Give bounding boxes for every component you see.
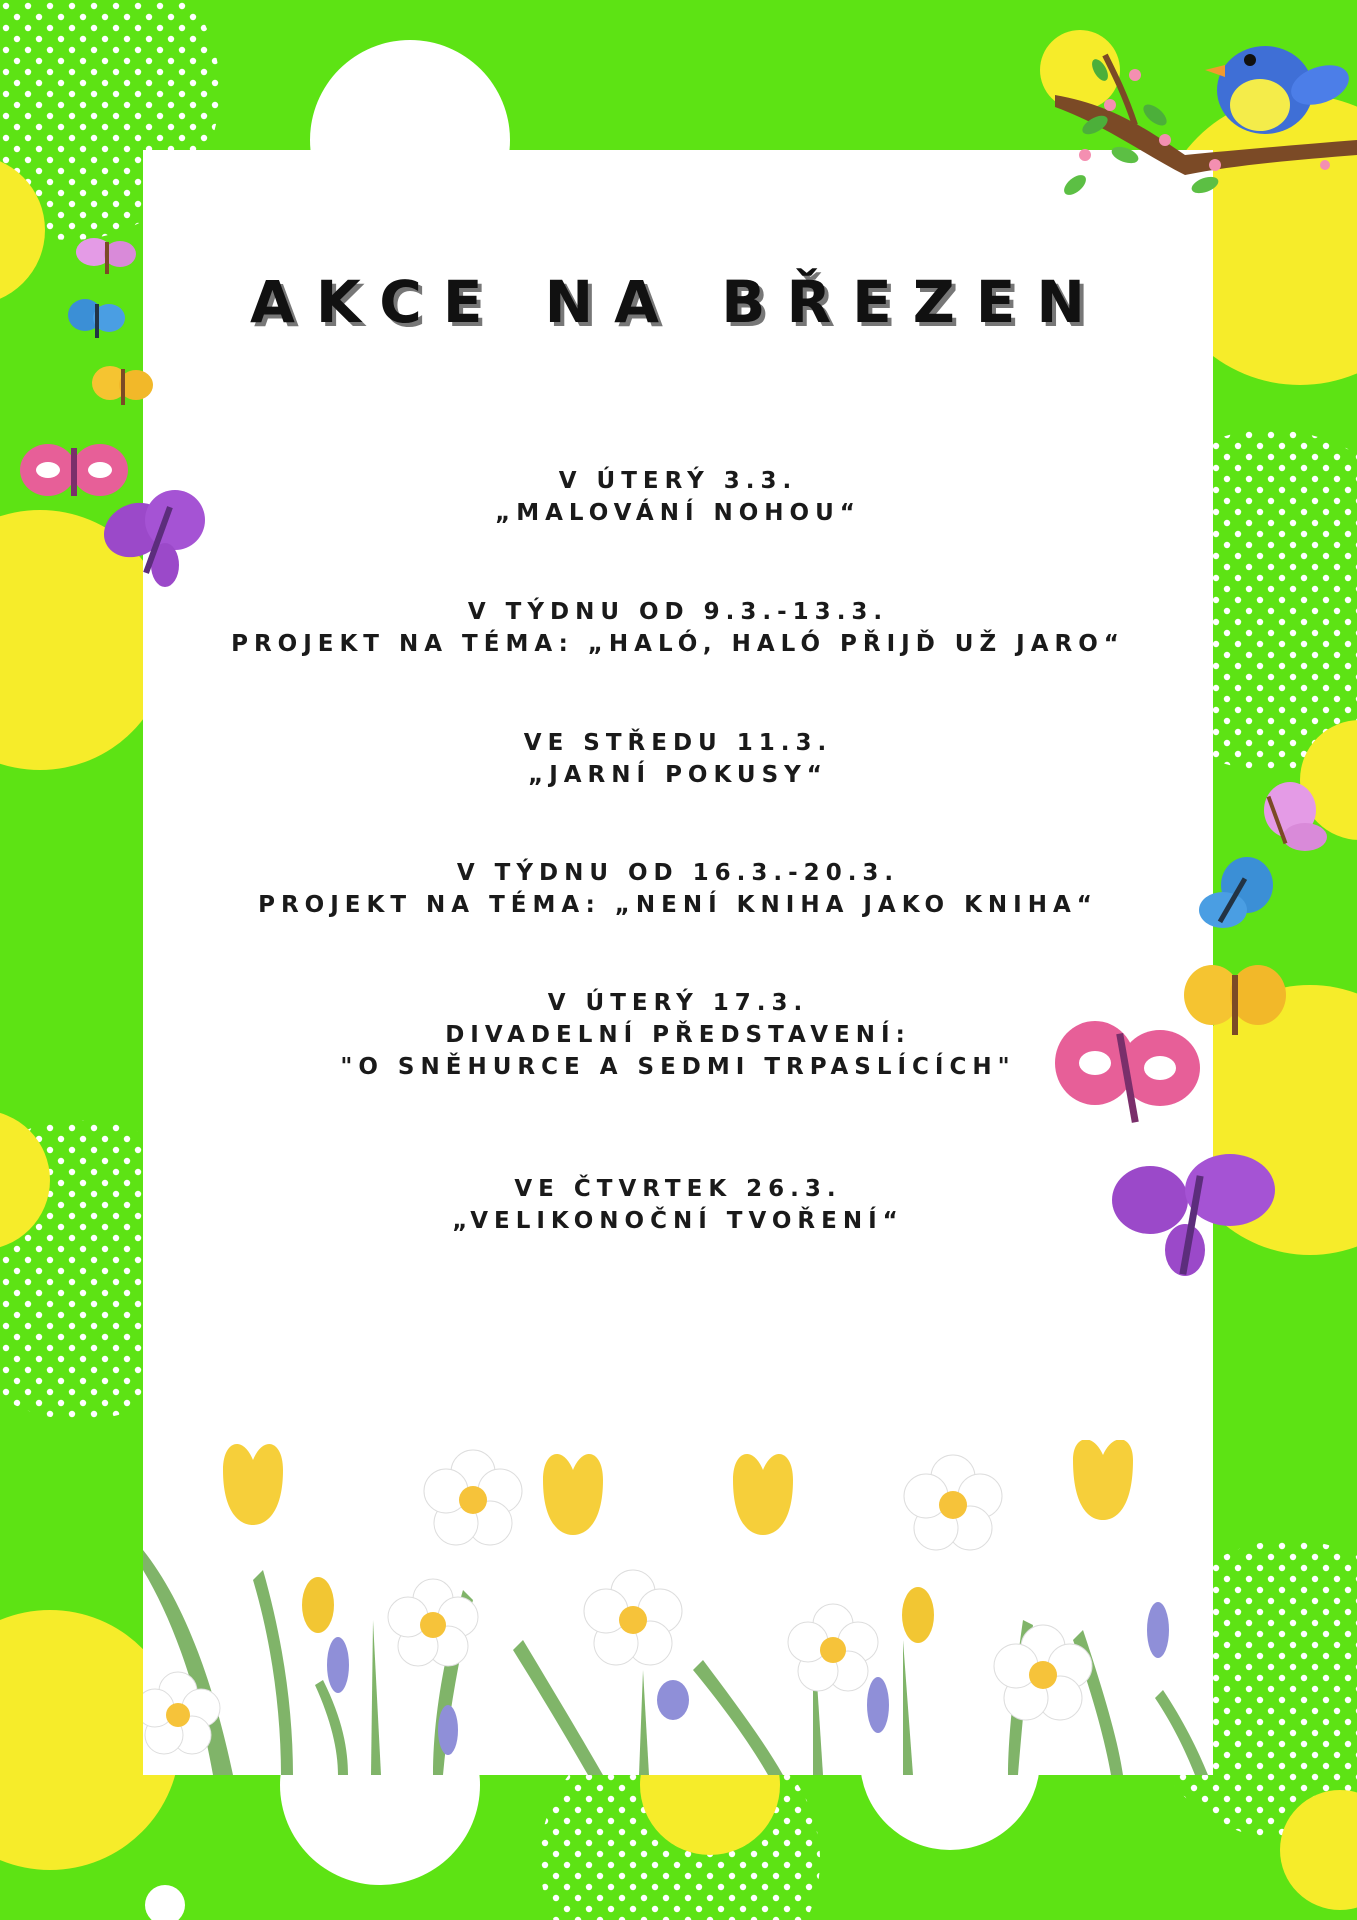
event-date: V TÝDNU OD 9.3.-13.3.: [467, 599, 889, 625]
event-title: „VELIKONOČNÍ TVOŘENÍ“: [452, 1208, 904, 1234]
event-item: [143, 987, 1213, 1083]
event-title: PROJEKT NA TÉMA: „HALÓ, HALÓ PŘIJĎ UŽ JARO“: [231, 631, 1125, 657]
event-date: VE ČTVRTEK 26.3.: [514, 1176, 842, 1202]
event-subtitle: DIVADELNÍ PŘEDSTAVENÍ:: [445, 1022, 911, 1048]
event-title: „MALOVÁNÍ NOHOU“: [495, 500, 861, 526]
event-date: VE STŘEDU 11.3.: [523, 730, 833, 756]
butterfly-icon: [72, 232, 142, 282]
event-item: [143, 465, 1213, 529]
event-title: „JARNÍ POKUSY“: [528, 762, 828, 788]
spring-flowers: [143, 1440, 1213, 1775]
event-date: V TÝDNU OD 16.3.-20.3.: [456, 860, 900, 886]
event-title: PROJEKT NA TÉMA: „NENÍ KNIHA JAKO KNIHA“: [258, 892, 1098, 918]
page-title: AKCE NA BŘEZEN: [250, 268, 1106, 336]
butterfly-icon: [1240, 775, 1332, 855]
event-item: [143, 857, 1213, 921]
bird-icon: [1205, 46, 1354, 134]
event-title: "O SNĚHURCE A SEDMI TRPASLÍCÍCH": [340, 1054, 1016, 1080]
event-date: V ÚTERÝ 17.3.: [547, 990, 809, 1016]
butterfly-icon: [88, 355, 158, 420]
event-item: [143, 727, 1213, 791]
butterfly-icon: [65, 290, 130, 350]
event-item: [143, 1173, 1213, 1237]
event-date: V ÚTERÝ 3.3.: [558, 468, 798, 494]
event-item: [143, 596, 1213, 660]
bird-on-branch: [1035, 15, 1357, 220]
